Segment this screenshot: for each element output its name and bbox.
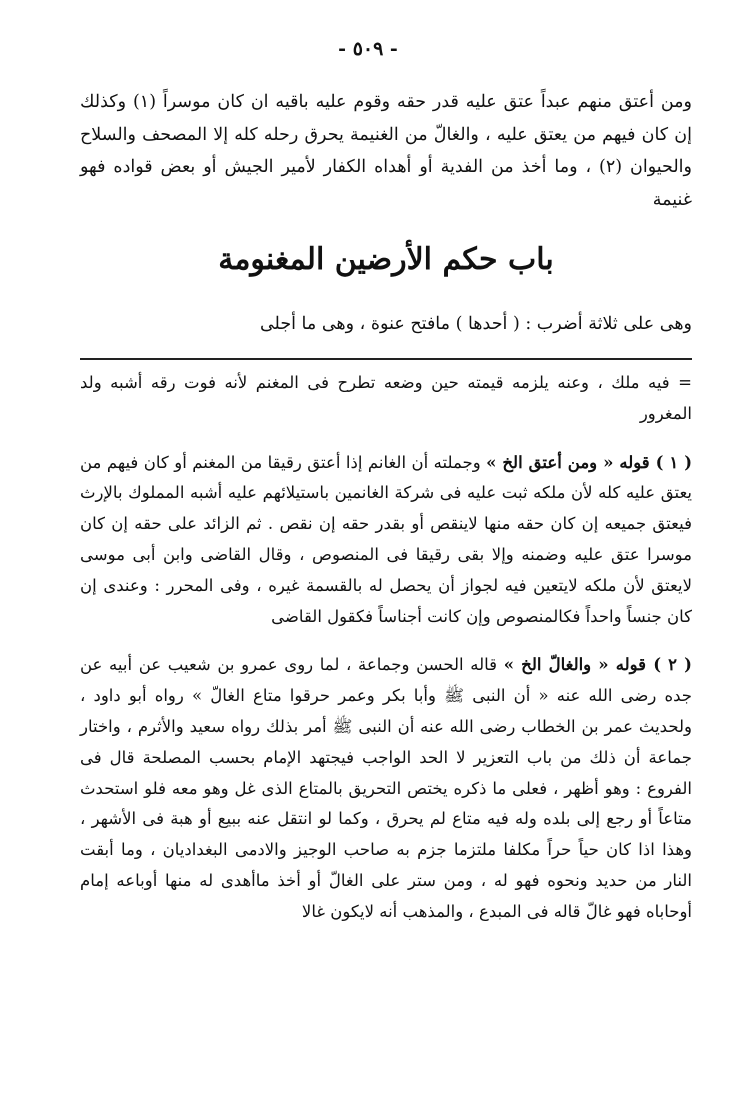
footnote-continuation-text: = فيه ملك ، وعنه يلزمه قيمته حين وضعه تطرح فى المغنم لأنه فوت رقه أشبه ولد المغرور [80,373,692,423]
section-intro: وهى على ثلاثة أضرب : ( أحدها ) مافتح عنوة ، وهى ما أجلى [259,314,692,334]
footnote-1-paragraph [80,448,692,633]
footnote-1 [80,448,692,633]
footnote-2-text: قاله الحسن وجماعة ، لما روى عمرو بن شعيب عن أبيه عن جده رضى الله عنه « أن النبى ﷺ وأبا بكر وعمر حرقوا متاع الغالّ » رواه أبو داود ، ولحديث عمر بن الخطاب رضى الله عنه أن النبى ﷺ أمر بذلك رواه سعيد والأثرم ، واختار جماعة أن ذلك من باب التعزير لا الحد الواجب فيجتهد الإمام بحسب المصلحة قال فى الفروع : وهو أظهر ، فعلى ما ذكره يختص التحريق بالمتاع الذى غل وهو معه فلو استحدث متاعاً أو رجع إلى بلده وله فيه متاع لم يحرق ، وكما لو انتقل عنه ببيع أو هبة فى الأشهر ، وهذا اذا كان حياً حراً مكلفا ملتزما جزم به صاحب الوجيز والادمى البغداديان ، وما أبقت النار من حديد ونحوه فهو له ، ومن ستر على الغالّ أو أخذ ماأهدى له منها أوباعه إمام أوحاباه فهو غالّ قاله فى المبدع ، والمذهب أنه لايكون غالا [80,655,692,921]
footnote-2 [80,650,692,927]
footnote-continuation [80,368,692,430]
main-text: ومن أعتق منهم عبداً عتق عليه قدر حقه وقوم عليه باقيه ان كان موسراً (١) وكذلك إن كان فيهم من يعتق عليه ، والغالّ من الغنيمة يحرق رحله كله إلا المصحف والسلاح والحيوان (٢) ، وما أخذ من الفدية أو أهداه الكفار لأمير الجيش أو بعض قواده فهو غنيمة [80,92,692,210]
footnote-divider [80,358,692,360]
footnote-2-head: ( ٢ ) قوله « والغالّ الخ » [503,655,692,675]
footnote-1-text: وجملته أن الغانم إذا أعتق رقيقا من المغنم أو كان فيهم من يعتق عليه كله لأن ملكه ثبت عليه فى شركة الغانمين باستيلائهم عليه أشبه المملوك بالإرث فيعتق جميعه إن كان حقه منها لاينقص أو بقدر حقه إن نقص . ثم الزائد على حقه إن كان موسرا عتق عليه وضمنه وإلا بقى رقيقا فى المنصوص ، وقال القاضى وابن أبى موسى لايعتق لأن ملكه لايتعين فيه لجواز أن يحصل له بالقسمة غيره ، وفى المحرر : وعندى إن كان جنساً واحداً فكالمنصوص وإن كانت أجناساً فكقول القاضى [80,452,692,626]
section-title: باب حكم الأرضين المغنومة [218,242,554,277]
footnote-2-paragraph [80,650,692,927]
footnote-1-head: ( ١ ) قوله « ومن أعتق الخ » [486,452,692,472]
page-number: - ٥٠٩ - [338,38,398,60]
footnotes [80,368,692,946]
